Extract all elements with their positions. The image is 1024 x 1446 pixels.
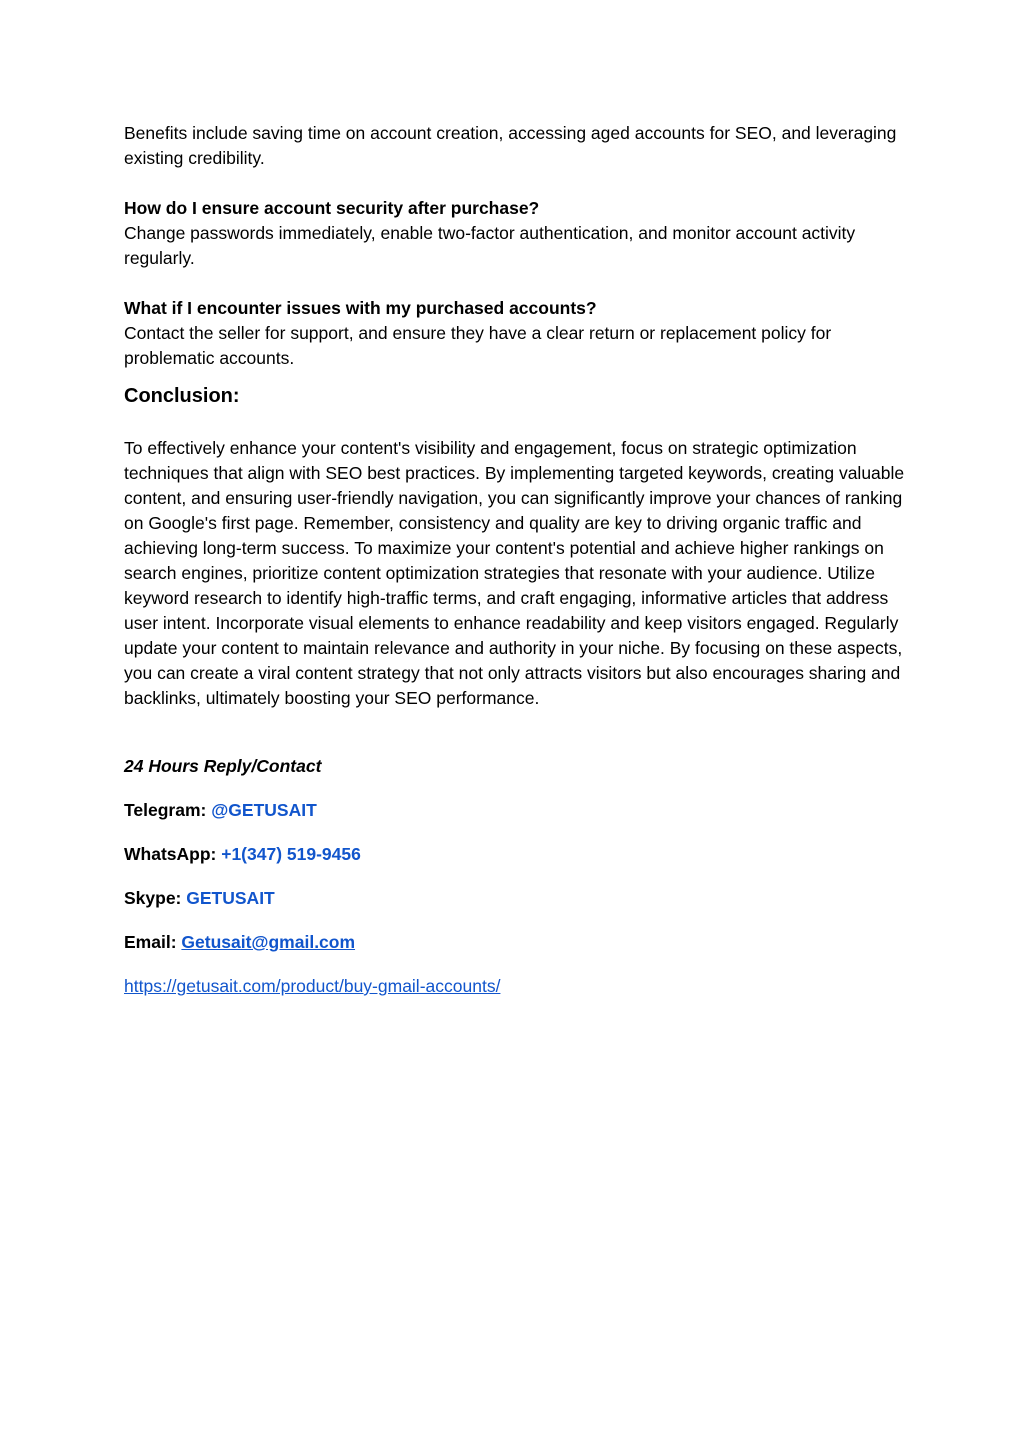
faq-answer: Change passwords immediately, enable two-factor authentication, and monitor account activity regularly. [124,223,856,268]
conclusion-heading: Conclusion: [124,385,240,407]
contact-heading: 24 Hours Reply/Contact [124,756,322,776]
document-page [124,121,914,999]
faq-item [124,196,914,271]
whatsapp-line [124,842,914,867]
product-url-link[interactable]: https://getusait.com/product/buy-gmail-accounts/ [124,976,501,996]
skype-line [124,886,914,911]
telegram-label: Telegram: [124,800,207,820]
skype-label: Skype: [124,888,182,908]
email-link[interactable]: Getusait@gmail.com [181,932,356,952]
faq-item [124,296,914,371]
email-label: Email: [124,932,177,952]
product-url-line [124,974,914,999]
skype-handle: GETUSAIT [186,888,275,908]
email-line [124,930,914,955]
whatsapp-label: WhatsApp: [124,844,217,864]
intro-paragraph: Benefits include saving time on account creation, accessing aged accounts for SEO, and leveraging existing credibility. [124,123,897,168]
telegram-line [124,798,914,823]
whatsapp-number: +1(347) 519-9456 [221,844,361,864]
faq-answer: Contact the seller for support, and ensure they have a clear return or replacement policy for problematic accounts. [124,323,832,368]
faq-question: How do I ensure account security after purchase? [124,198,540,218]
faq-question: What if I encounter issues with my purchased accounts? [124,298,597,318]
conclusion-paragraph: To effectively enhance your content's visibility and engagement, focus on strategic optimization techniques that align with SEO best practices. By implementing targeted keywords, creating valuable content, and ensuring user-friendly navigation, you can significantly improve your chances of ranking on Google's first page. Remember, consistency and quality are key to driving organic traffic and achieving long-term success. To maximize your content's potential and achieve higher rankings on search engines, prioritize content optimization strategies that resonate with your audience. Utilize keyword research to identify high-traffic terms, and craft engaging, informative articles that address user intent. Incorporate visual elements to enhance readability and keep visitors engaged. Regularly update your content to maintain relevance and authority in your niche. By focusing on these aspects, you can create a viral content strategy that not only attracts visitors but also encourages sharing and backlinks, ultimately boosting your SEO performance. [124,438,905,708]
telegram-handle: @GETUSAIT [211,800,317,820]
